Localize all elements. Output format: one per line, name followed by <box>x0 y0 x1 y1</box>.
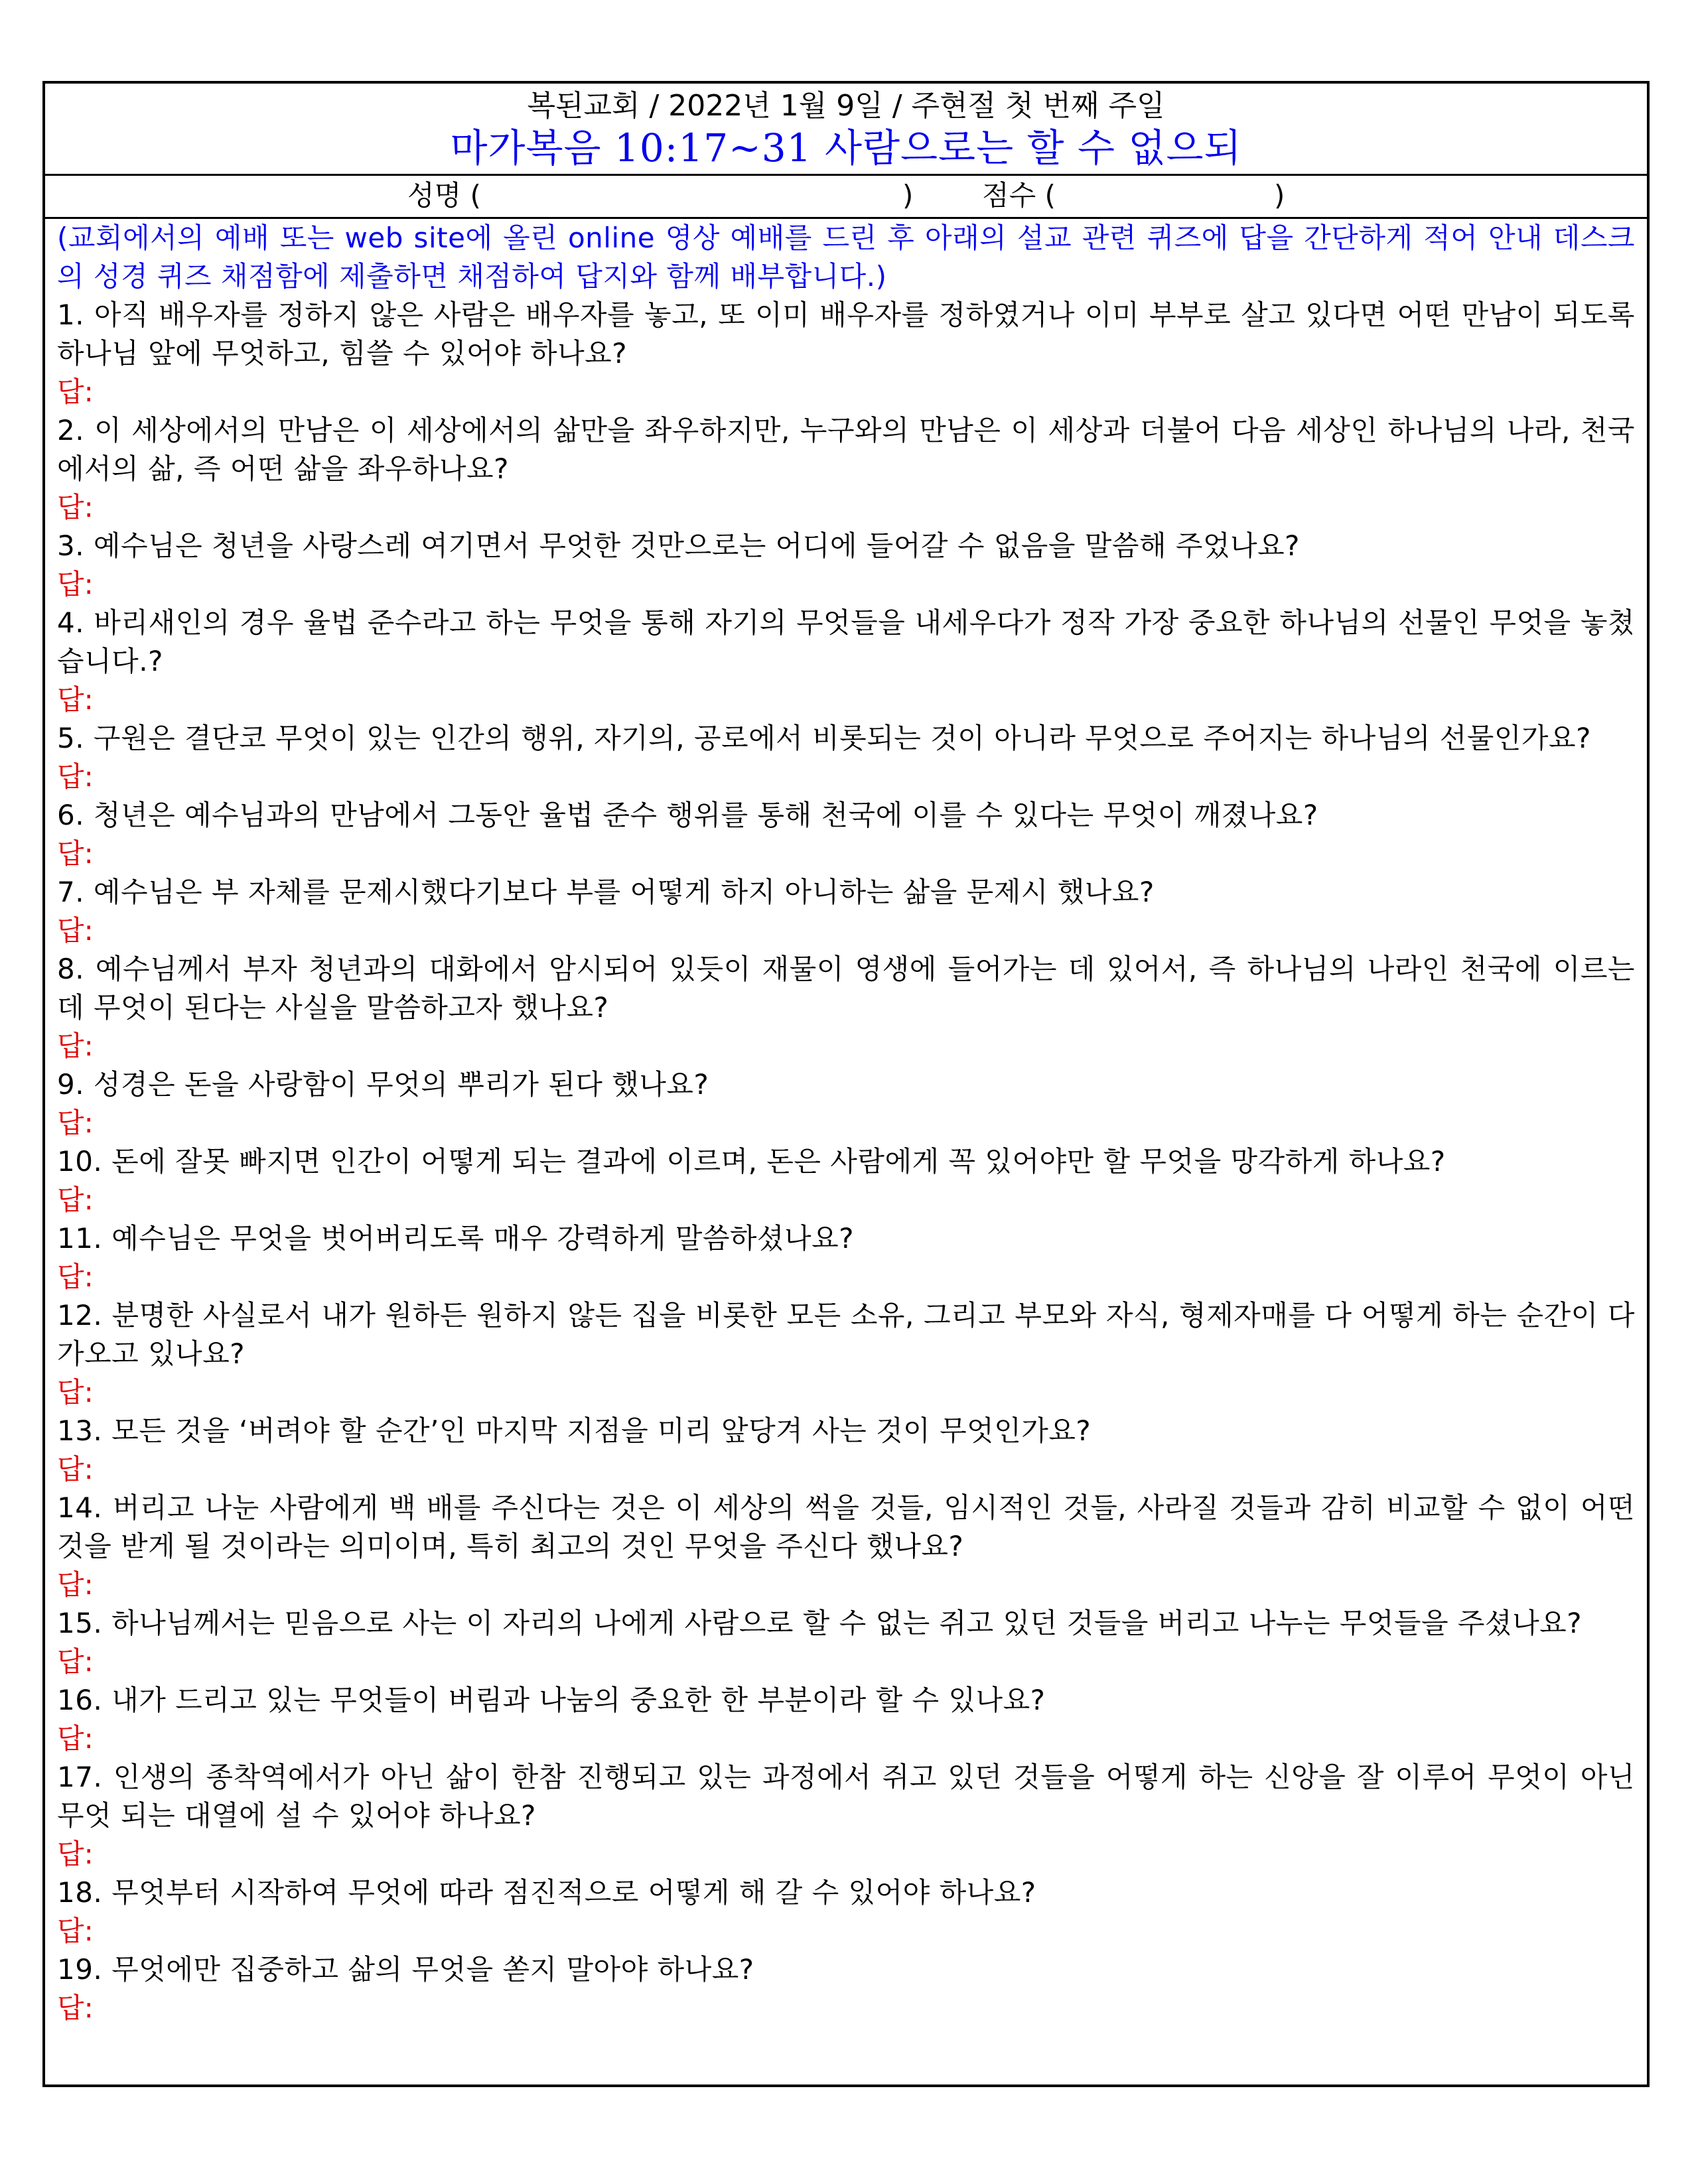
answer-label-15: 답: <box>57 1645 94 1678</box>
question-3: 3. 예수님은 청년을 사랑스레 여기면서 무엇한 것만으로는 어디에 들어갈 수 없음을 말씀해 주었나요? <box>57 529 1300 562</box>
answer-label-18: 답: <box>57 1915 94 1947</box>
sheet-header <box>45 84 1647 176</box>
question-7: 7. 예수님은 부 자체를 문제시했다기보다 부를 어떻게 하지 아니하는 삶을 문제시 했나요? <box>57 876 1155 908</box>
answer-label-1: 답: <box>57 375 94 408</box>
question-12: 12. 분명한 사실로서 내가 원하든 원하지 않든 집을 비롯한 모든 소유, 그리고 부모와 자식, 형제자매를 다 어떻게 하는 순간이 다가오고 있나요? <box>57 1299 1635 1370</box>
question-9: 9. 성경은 돈을 사랑함이 무엇의 뿌리가 된다 했나요? <box>57 1068 709 1101</box>
answer-label-5: 답: <box>57 760 94 793</box>
question-16: 16. 내가 드리고 있는 무엇들이 버림과 나눔의 중요한 한 부분이라 할 수 있나요? <box>57 1684 1046 1716</box>
question-15: 15. 하나님께서는 믿음으로 사는 이 자리의 나에게 사람으로 할 수 없는 쥐고 있던 것들을 버리고 나누는 무엇들을 주셨나요? <box>57 1607 1583 1639</box>
answer-label-16: 답: <box>57 1722 94 1755</box>
question-6: 6. 청년은 예수님과의 만남에서 그동안 율법 준수 행위를 통해 천국에 이를 수 있다는 무엇이 깨졌나요? <box>57 799 1318 831</box>
question-17: 17. 인생의 종착역에서가 아닌 삶이 한참 진행되고 있는 과정에서 쥐고 있던 것들을 어떻게 하는 신앙을 잘 이루어 무엇이 아닌 무엇 되는 대열에 설 수 있어야 하나요? <box>57 1761 1635 1832</box>
question-14: 14. 버리고 나눈 사람에게 백 배를 주신다는 것은 이 세상의 썩을 것들, 임시적인 것들, 사라질 것들과 감히 비교할 수 없이 어떤 것을 받게 될 것이라는 의미이며, 특히 최고의 것인 무엇을 주신다 했나요? <box>57 1491 1635 1562</box>
score-label: 점수 ( <box>982 179 1056 212</box>
quiz-sheet <box>42 81 1650 2087</box>
answer-label-10: 답: <box>57 1184 94 1216</box>
answer-label-7: 답: <box>57 914 94 947</box>
answer-label-13: 답: <box>57 1453 94 1485</box>
question-11: 11. 예수님은 무엇을 벗어버리도록 매우 강력하게 말씀하셨나요? <box>57 1222 854 1255</box>
question-18: 18. 무엇부터 시작하여 무엇에 따라 점진적으로 어떻게 해 갈 수 있어야 하나요? <box>57 1876 1036 1909</box>
sermon-title: 마가복음 10:17~31 사람으로는 할 수 없으되 <box>450 125 1242 171</box>
answer-label-3: 답: <box>57 568 94 600</box>
answer-label-17: 답: <box>57 1838 94 1870</box>
church-date-info: 복된교회 / 2022년 1월 9일 / 주현절 첫 번째 주일 <box>527 89 1165 123</box>
question-10: 10. 돈에 잘못 빠지면 인간이 어떻게 되는 결과에 이르며, 돈은 사람에게 꼭 있어야만 할 무엇을 망각하게 하나요? <box>57 1145 1446 1178</box>
answer-label-2: 답: <box>57 491 94 523</box>
answer-label-19: 답: <box>57 1992 94 2024</box>
instructions-notice: (교회에서의 예배 또는 web site에 올린 online 영상 예배를 드린 후 아래의 설교 관련 퀴즈에 답을 간단하게 적어 안내 데스크의 성경 퀴즈 채점함에 제출하면 채점하여 답지와 함께 배부합니다.) <box>57 222 1635 293</box>
answer-label-11: 답: <box>57 1261 94 1293</box>
name-close: ) <box>902 179 914 212</box>
question-13: 13. 모든 것을 ‘버려야 할 순간’인 마지막 지점을 미리 앞당겨 사는 것이 무엇인가요? <box>57 1414 1092 1447</box>
answer-label-4: 답: <box>57 683 94 716</box>
answer-label-6: 답: <box>57 837 94 870</box>
question-19: 19. 무엇에만 집중하고 삶의 무엇을 쏟지 말아야 하나요? <box>57 1953 754 1986</box>
question-5: 5. 구원은 결단코 무엇이 있는 인간의 행위, 자기의, 공로에서 비롯되는 것이 아니라 무엇으로 주어지는 하나님의 선물인가요? <box>57 722 1591 754</box>
answer-label-9: 답: <box>57 1107 94 1139</box>
answer-label-8: 답: <box>57 1030 94 1062</box>
name-score-row <box>45 176 1647 219</box>
question-2: 2. 이 세상에서의 만남은 이 세상에서의 삶만을 좌우하지만, 누구와의 만남은 이 세상과 더불어 다음 세상인 하나님의 나라, 천국에서의 삶, 즉 어떤 삶을 좌우하나요? <box>57 414 1635 485</box>
answer-label-14: 답: <box>57 1568 94 1601</box>
question-4: 4. 바리새인의 경우 율법 준수라고 하는 무엇을 통해 자기의 무엇들을 내세우다가 정작 가장 중요한 하나님의 선물인 무엇을 놓쳤습니다.? <box>57 606 1635 677</box>
quiz-content <box>45 219 1647 2027</box>
score-close: ) <box>1274 179 1285 212</box>
answer-label-12: 답: <box>57 1376 94 1408</box>
question-8: 8. 예수님께서 부자 청년과의 대화에서 암시되어 있듯이 재물이 영생에 들어가는 데 있어서, 즉 하나님의 나라인 천국에 이르는 데 무엇이 된다는 사실을 말씀하고자 했나요? <box>57 953 1635 1024</box>
question-1: 1. 아직 배우자를 정하지 않은 사람은 배우자를 놓고, 또 이미 배우자를 정하였거나 이미 부부로 살고 있다면 어떤 만남이 되도록 하나님 앞에 무엇하고, 힘쓸 수 있어야 하나요? <box>57 299 1635 370</box>
name-label: 성명 ( <box>407 179 481 212</box>
